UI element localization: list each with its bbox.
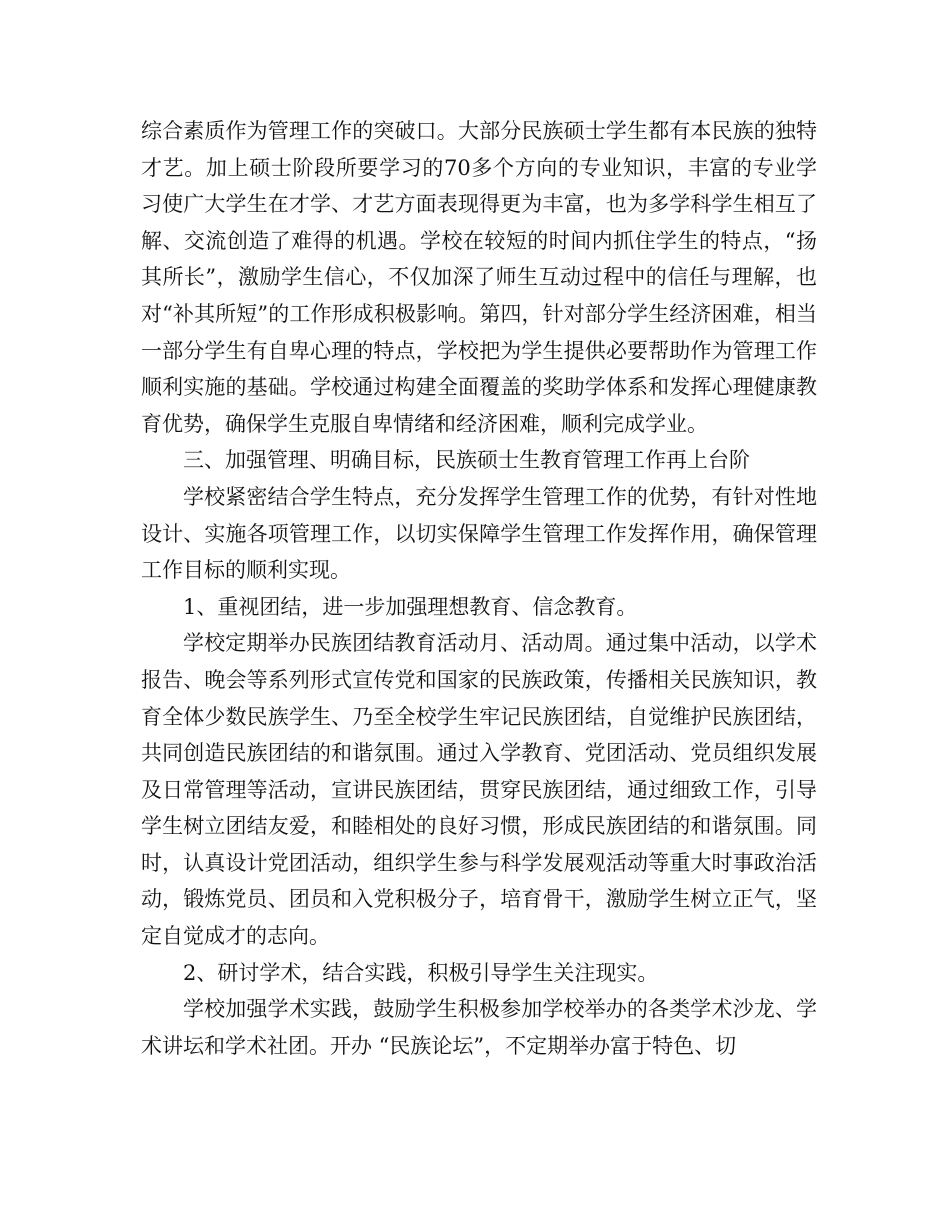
document-page bbox=[141, 113, 817, 1064]
subheading-2: 2、研讨学术，结合实践，积极引导学生关注现实。 bbox=[183, 960, 659, 985]
paragraph-unity-education: 学校定期举办民族团结教育活动月、活动周。通过集中活动，以学术报告、晚会等系列形式宣传党和国家的民族政策，传播相关民族知识，教育全体少数民族学生、乃至全校学生牢记民族团结，自觉维护民族团结，共同创造民族团结的和谐氛围。通过入学教育、党团活动、党员组织发展及日常管理等活动，宣讲民族团结，贯穿民族团结，通过细致工作，引导学生树立团结友爱，和睦相处的良好习惯，形成民族团结的和谐氛围。同时，认真设计党团活动，组织学生参与科学发展观活动等重大时事政治活动，锻炼党员、团员和入党积极分子，培育骨干，激励学生树立正气，坚定自觉成才的志向。 bbox=[141, 631, 817, 949]
subheading-1: 1、重视团结，进一步加强理想教育、信念教育。 bbox=[183, 594, 638, 619]
paragraph-continuation: 综合素质作为管理工作的突破口。大部分民族硕士学生都有本民族的独特才艺。加上硕士阶段所要学习的70多个方向的专业知识，丰富的专业学习使广大学生在才学、才艺方面表现得更为丰富，也为多学科学生相互了解、交流创造了难得的机遇。学校在较短的时间内抓住学生的特点，“扬其所长”，激励学生信心，不仅加深了师生互动过程中的信任与理解，也对“补其所短”的工作形成积极影响。第四，针对部分学生经济困难，相当一部分学生有自卑心理的特点，学校把为学生提供必要帮助作为管理工作顺利实施的基础。学校通过构建全面覆盖的奖助学体系和发挥心理健康教育优势，确保学生克服自卑情绪和经济困难，顺利完成学业。 bbox=[141, 119, 817, 436]
section-heading-3: 三、加强管理、明确目标，民族硕士生教育管理工作再上台阶 bbox=[183, 448, 750, 473]
paragraph-academic-practice: 学校加强学术实践，鼓励学生积极参加学校举办的各类学术沙龙、学术讲坛和学术社团。开办 “民族论坛”，不定期举办富于特色、切 bbox=[141, 997, 817, 1058]
paragraph-section-intro: 学校紧密结合学生特点，充分发挥学生管理工作的优势，有针对性地设计、实施各项管理工作，以切实保障学生管理工作发挥作用，确保管理工作目标的顺利实现。 bbox=[141, 484, 817, 583]
